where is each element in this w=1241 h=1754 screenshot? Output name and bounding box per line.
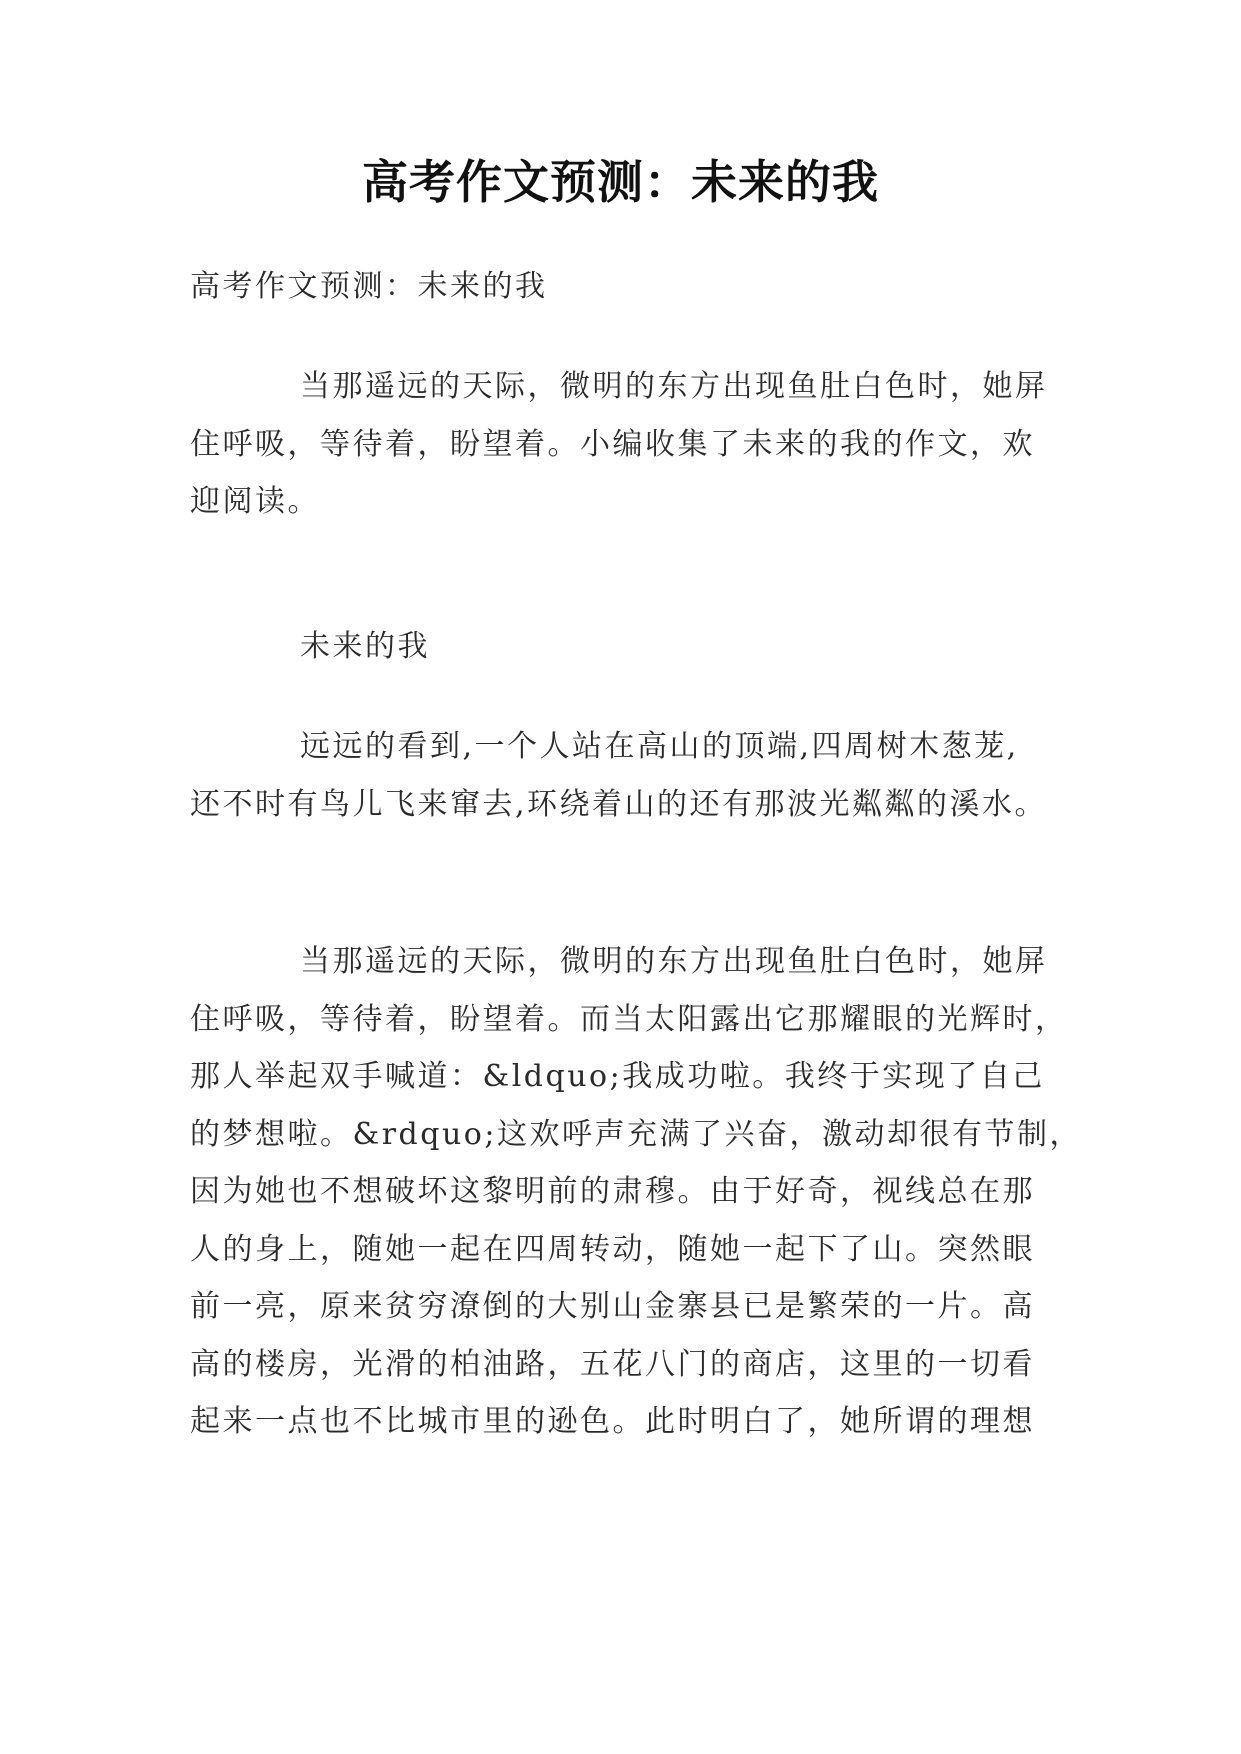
intro-line: 当那遥远的天际，微明的东方出现鱼肚白色时，她屏 xyxy=(300,369,1048,404)
paragraph-line: 高的楼房，光滑的柏油路，五花八门的商店，这里的一切看 xyxy=(190,1346,1035,1382)
intro-line: 住呼吸，等待着，盼望着。小编收集了未来的我的作文，欢 xyxy=(190,426,1035,462)
paragraph-line: 还不时有鸟儿飞来窜去,环绕着山的还有那波光粼粼的溪水。 xyxy=(190,786,1048,822)
paragraph-line: 因为她也不想破坏这黎明前的肃穆。由于好奇，视线总在那 xyxy=(190,1174,1035,1209)
essay-heading-text: 未来的我 xyxy=(300,629,430,664)
paragraph-line: 前一亮，原来贫穷潦倒的大别山金寨县已是繁荣的一片。高 xyxy=(190,1289,1035,1324)
paragraph-2 xyxy=(190,933,1082,1451)
paragraph-line: 人的身上，随她一起在四周转动，随她一起下了山。突然眼 xyxy=(190,1231,1035,1267)
paragraph-line: 的梦想啦。&rdquo;这欢呼声充满了兴奋，激动却很有节制， xyxy=(190,1116,1082,1152)
paragraph-line: 当那遥远的天际，微明的东方出现鱼肚白色时，她屏 xyxy=(300,944,1048,979)
intro-paragraph xyxy=(190,358,1070,531)
paragraph-1 xyxy=(190,718,1070,833)
intro-line: 迎阅读。 xyxy=(190,484,320,519)
essay-heading xyxy=(190,618,1070,676)
document-title: 高考作文预测：未来的我 xyxy=(362,155,879,209)
subtitle-line: 高考作文预测：未来的我 xyxy=(190,269,548,304)
document-subtitle xyxy=(190,258,1070,316)
paragraph-line: 住呼吸，等待着，盼望着。而当太阳露出它那耀眼的光辉时， xyxy=(190,1001,1068,1037)
paragraph-line: 那人举起双手喊道：&ldquo;我成功啦。我终于实现了自己 xyxy=(190,1059,1045,1094)
paragraph-line: 起来一点也不比城市里的逊色。此时明白了，她所谓的理想 xyxy=(190,1404,1035,1439)
paragraph-line: 远远的看到,一个人站在高山的顶端,四周树木葱茏, xyxy=(300,729,1019,764)
